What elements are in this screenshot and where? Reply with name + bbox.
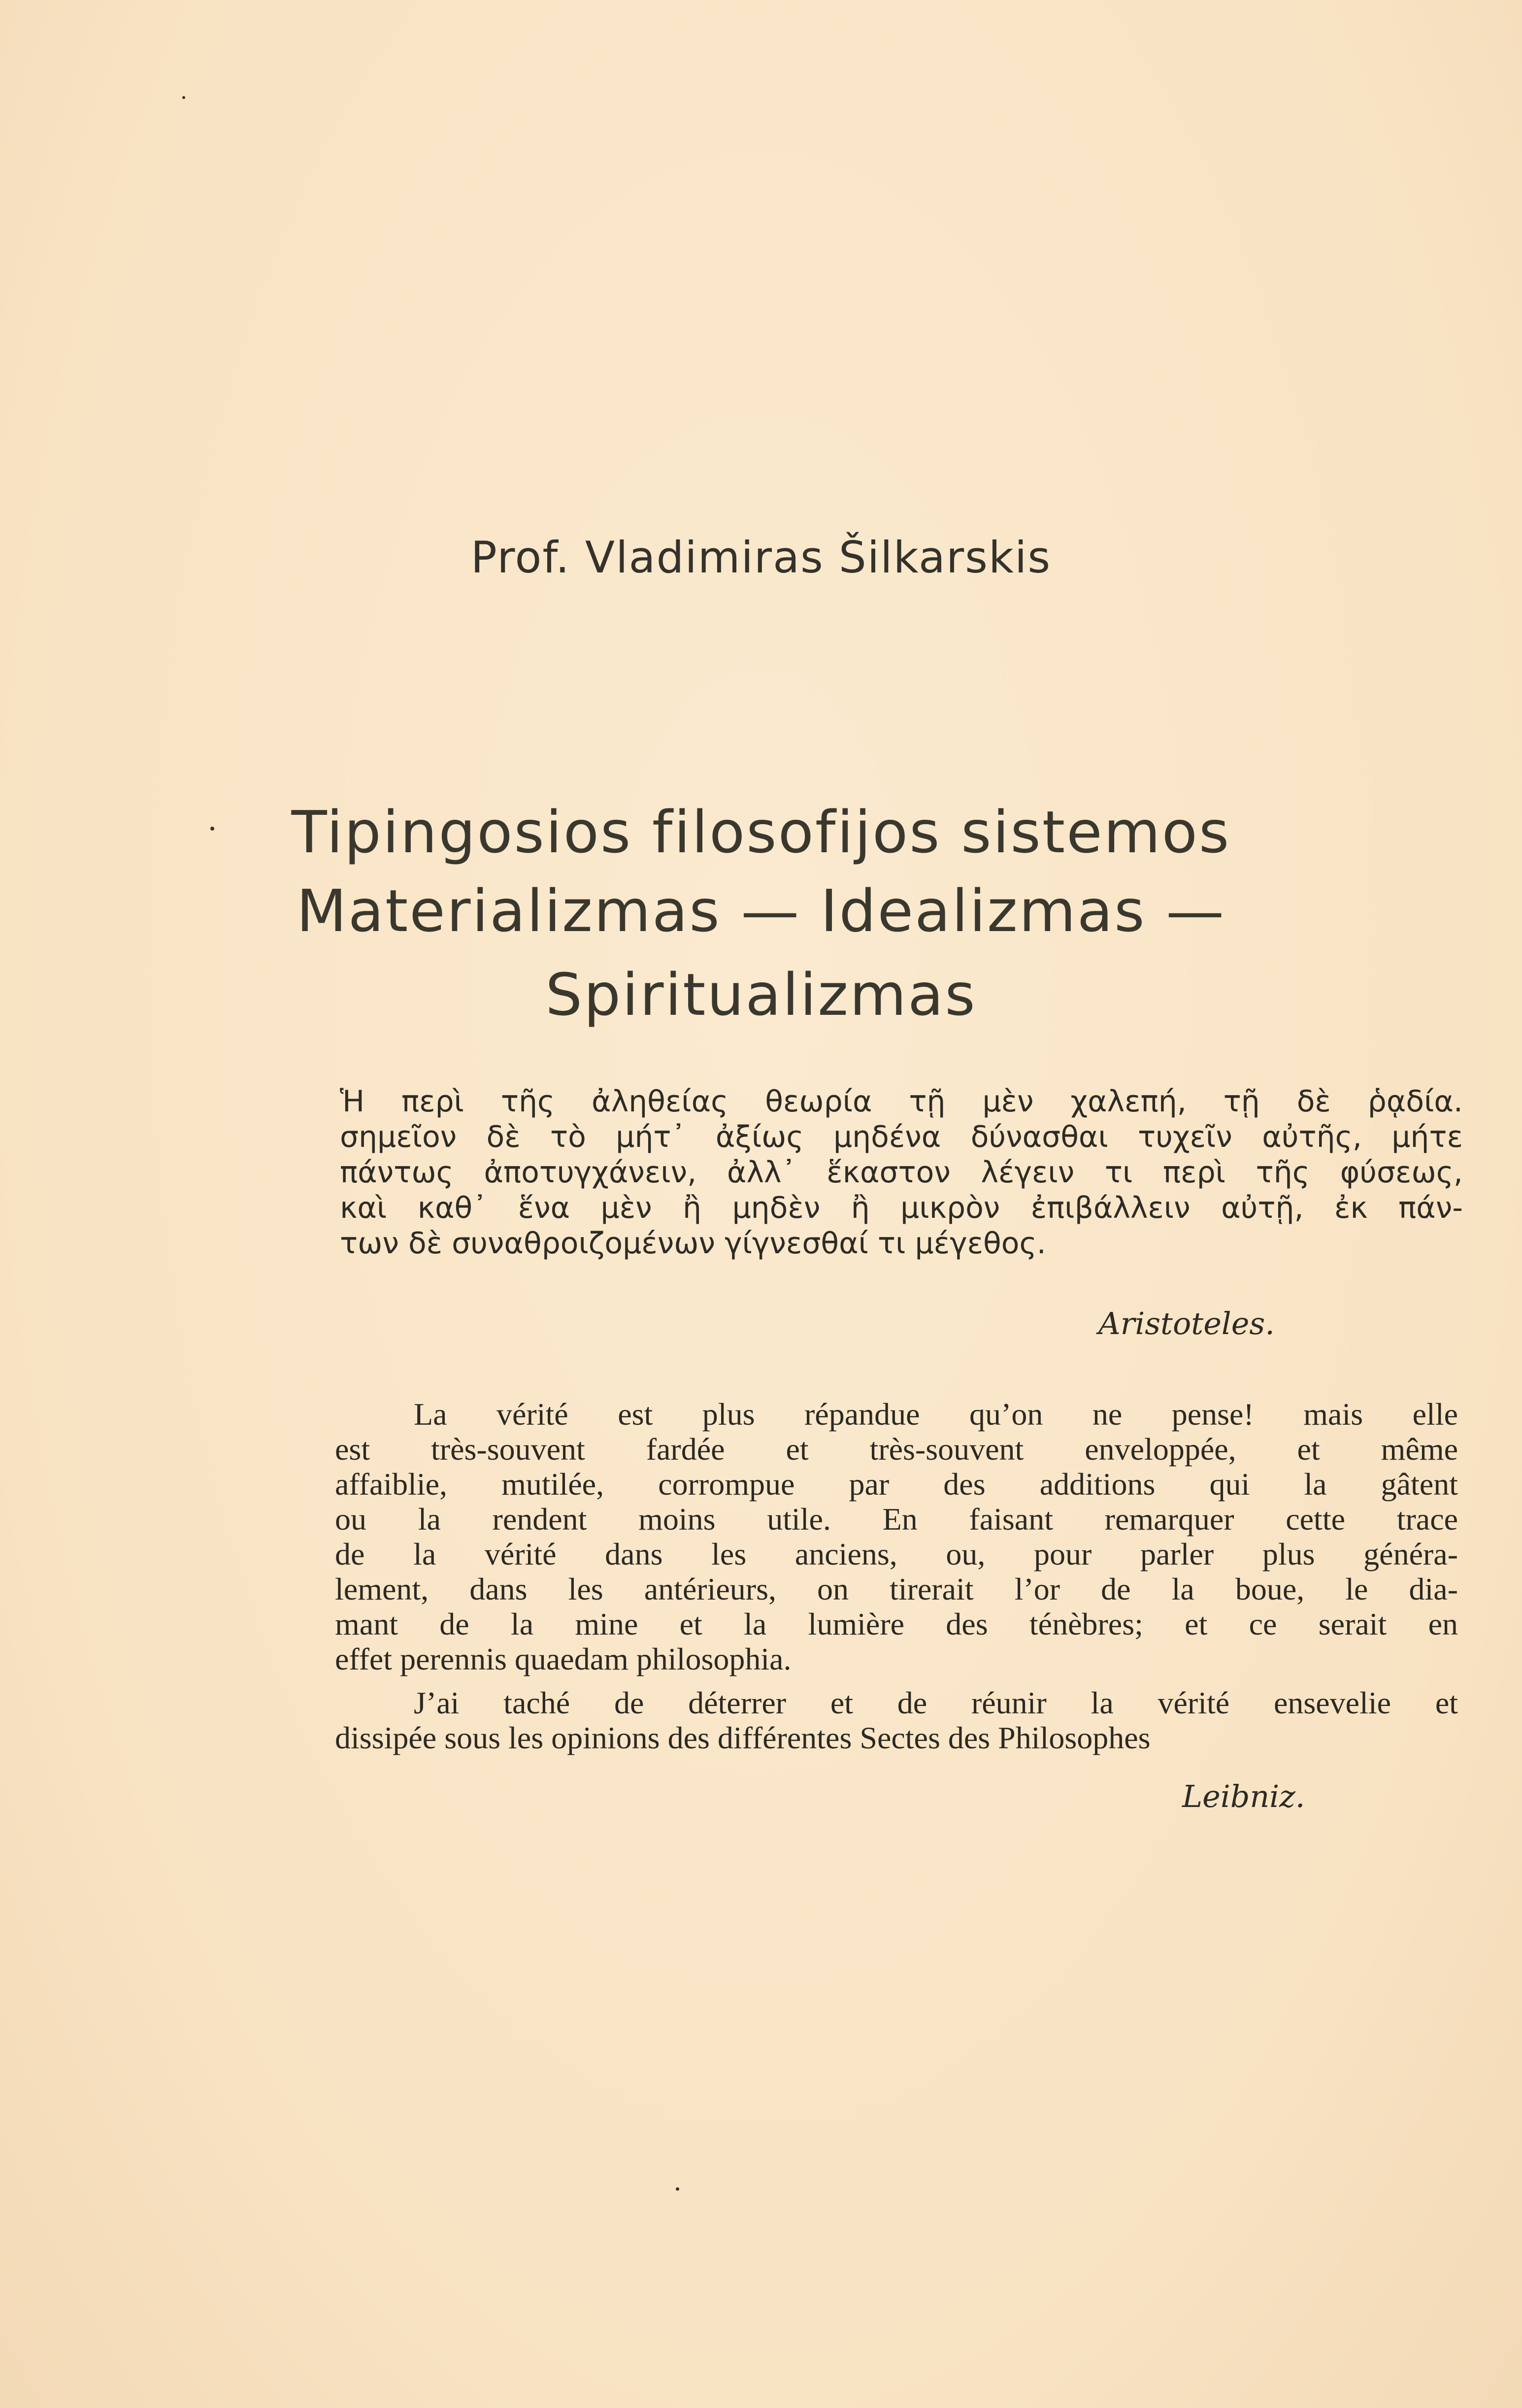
greek-attribution: Aristoteles.	[1098, 1305, 1275, 1341]
greek-line: των δὲ συναθροιζομένων γίγνεσθαί τι μέγεθος.	[340, 1226, 1046, 1261]
french-attribution: Leibniz.	[1182, 1778, 1305, 1814]
french-line: dissipée sous les opinions des différentes Sectes des Philosophes	[335, 1720, 1151, 1755]
french-line: ou la rendent moins utile. En faisant remarquer cette trace	[335, 1502, 1458, 1537]
title-line-1: Tipingosios filosofijos sistemos	[291, 798, 1231, 866]
french-line: J’ai taché de déterrer et de réunir la vérité ensevelie et	[414, 1685, 1458, 1720]
paper-speck	[676, 2187, 679, 2191]
greek-line: καὶ καθ᾽ ἕνα μὲν ἢ μηδὲν ἢ μικρὸν ἐπιβάλλειν αὐτῇ, ἐκ πάν-	[340, 1191, 1463, 1225]
french-line: affaiblie, mutilée, corrompue par des additions qui la gâtent	[335, 1467, 1458, 1502]
title-line-2: Materializmas — Idealizmas —	[296, 877, 1226, 945]
french-line: mant de la mine et la lumière des ténèbres; et ce serait en	[335, 1606, 1458, 1641]
greek-line: σημεῖον δὲ τὸ μήτ᾽ ἀξίως μηδένα δύνασθαι τυχεῖν αὐτῆς, μήτε	[340, 1120, 1463, 1154]
french-line: effet perennis quaedam philosophia.	[335, 1641, 792, 1676]
french-line: de la vérité dans les anciens, ou, pour parler plus généra-	[335, 1537, 1458, 1572]
greek-line: Ἡ περὶ τῆς ἀληθείας θεωρία τῇ μὲν χαλεπή, τῇ δὲ ῥᾳδία.	[340, 1084, 1463, 1119]
paper-speck	[182, 96, 185, 99]
french-line: La vérité est plus répandue qu’on ne pense! mais elle	[414, 1397, 1458, 1432]
french-line: lement, dans les antérieurs, on tirerait l’or de la boue, le dia-	[335, 1572, 1458, 1606]
greek-line: πάντως ἀποτυγχάνειν, ἀλλ᾽ ἕκαστον λέγειν τι περὶ τῆς φύσεως,	[340, 1155, 1463, 1190]
title-line-3: Spiritualizmas	[545, 961, 977, 1029]
author-name: Prof. Vladimiras Šilkarskis	[470, 532, 1052, 583]
french-epigraph	[335, 1397, 1458, 1755]
greek-epigraph	[340, 1084, 1463, 1261]
french-line: est très-souvent fardée et très-souvent enveloppée, et même	[335, 1432, 1458, 1467]
paragraph-gap	[335, 1676, 1458, 1685]
